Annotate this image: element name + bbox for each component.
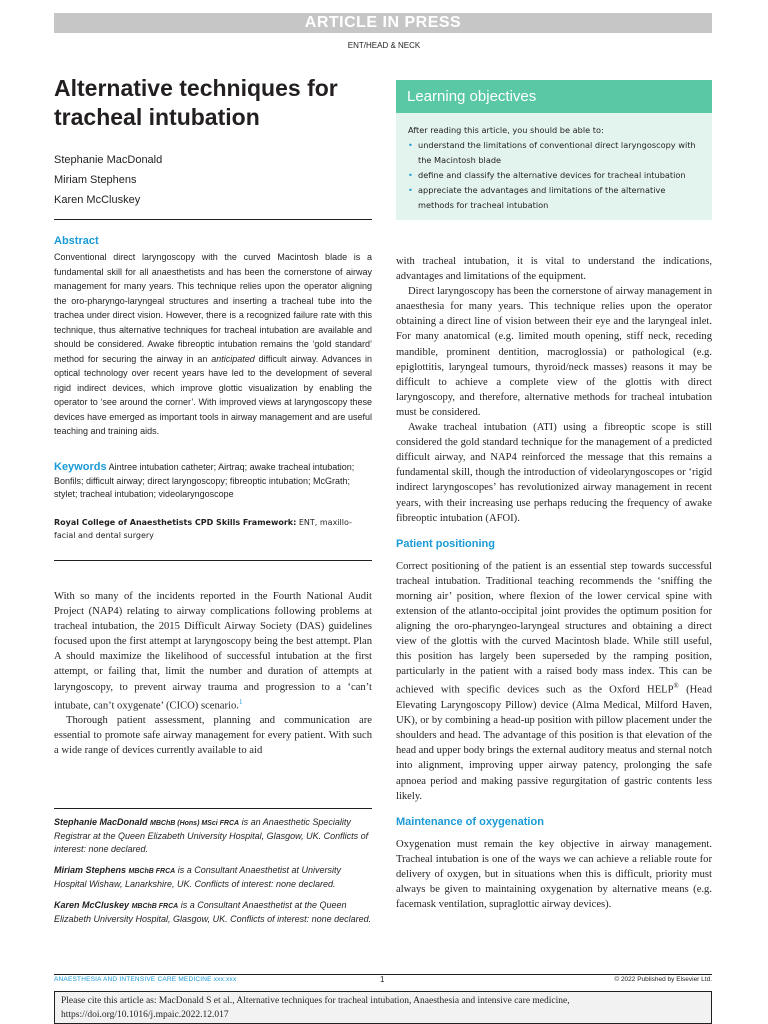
bullet-icon: • — [408, 140, 413, 150]
body-paragraph: With so many of the incidents reported in the Fourth National Audit Project (NAP4) relating to airway complications following problems at tracheal intubation, the 2015 Difficult Airway Society (DAS) guidelines focused upon the first attempt at laryngoscopy being the best attempt. Plan A should maximize the likelihood of successful intubation at the first attempt, or failing that, limit the number and duration of attempts at laryngoscopy, to prevent airway trauma and progression to a ‘can’t intubate, can’t oxygenate’ (CICO) scenario.$^1$ — [54, 591, 372, 712]
article-title: Alternative techniques for tracheal intubation — [54, 75, 338, 130]
body-paragraph: Correct positioning of the patient is an essential step towards successful tracheal intubation. Traditional teaching recommends the ‘sniffing the morning air’ position, where flexion of the lower cervical spine with extension of the atlanto-occipital joint provides the optimum position for aligning the oro-pharyngeo-laryngeal structures and obtaining a direct view of the glottis with the curved Macintosh blade. While still useful, this position has largely been superseded by the ramping position, particularly in the patient with a raised body mass index. This can be achieved with specific devices such as the Oxford HELP® (Head Elevating Laryngoscopy Pillow) device (Alma Medical, Milford Haven, UK), or by combining a head-up position with pillow placement under the shoulders and head. The advantage of this position is that elevation of the head and upper body brings the external auditory meatus and sternal notch into alignment, improving upper airway patency, prolonging the safe apnoea period and making passive regurgitation of gastric contents less likely. — [396, 560, 712, 802]
author-bio: Karen McCluskey MBChB FRCA is a Consultant Anaesthetist at the Queen Elizabeth University Hospital, Glasgow, UK. Conflicts of interest: none declared. — [54, 900, 372, 924]
citation-box[interactable]: Please cite this article as: MacDonald S et al., Alternative techniques for tracheal intubation, Anaesthesia and intensive care medicine, https://doi.org/10.1016/j.mpaic.2022.12.017 — [54, 991, 712, 1024]
section-heading-oxygenation: Maintenance of oxygenation — [396, 815, 544, 828]
author-name: Miriam Stephens — [54, 174, 137, 186]
author-bio: Miriam Stephens MBChB FRCA is a Consultant Anaesthetist at University Hospital Wishaw, Lanarkshire, UK. Conflicts of interest: none declared. — [54, 865, 341, 889]
list-item: • appreciate the advantages and limitations of the alternative methods for tracheal intubation — [408, 185, 666, 210]
divider — [54, 808, 372, 809]
author-bio: Stephanie MacDonald MBChB (Hons) MSci FRCA is an Anaesthetic Speciality Registrar at the Queen Elizabeth University Hospital, Glasgow, UK. Conflicts of interest: none declared. — [54, 817, 369, 854]
author-list — [54, 150, 162, 210]
author-name: Karen McCluskey — [54, 194, 141, 206]
abstract-text: Conventional direct laryngoscopy with the curved Macintosh blade is a fundamental skill for all anaesthetists and has been the cornerstone of airway management for many years. This technique relies upon the operator aligning the oro-pharyngo-laryngeal structures and inserting a tracheal tube into the trachea under direct vision. However, there is a recognized failure rate with this technique, thus alternative techniques for tracheal intubation are available and should be considered. Awake fibreoptic intubation remains the ‘gold standard’ method for securing the airway in an anticipated difficult airway. Advances in optical technology over recent years have led to the development of several rigid indirect devices, which improve glottic visualization by enabling the operator to ‘see around the corner’. With improved views at laryngoscopy these devices have emerged as important tools in airway management and are useful teaching and training aids. — [54, 252, 372, 436]
article-in-press-banner: ARTICLE IN PRESS — [54, 13, 712, 33]
body-left-column — [54, 589, 372, 759]
author-name: Stephanie MacDonald — [54, 154, 163, 166]
learning-objectives-heading: Learning objectives — [396, 80, 712, 113]
body-paragraph: with tracheal intubation, it is vital to understand the indications, advantages and limitations of the equipment. — [396, 256, 712, 283]
body-paragraph: Direct laryngoscopy has been the cornerstone of airway management in anaesthesia for many years. This technique relies upon the operator obtaining a direct line of vision between their eye and the laryngeal inlet. For many anatomical (e.g. limited mouth opening, stiff neck, receding mandible, prominent dentition, macroglossia) or pathological (e.g. epiglottitis, laryngeal tumours, thyroid/neck masses) reasons it may be difficult to achieve a complete view of the glottis with direct laryngoscopy, and therefore, alternative methods for tracheal intubation must be considered. — [396, 286, 712, 418]
learning-objectives-list — [408, 138, 700, 213]
abstract-heading: Abstract — [54, 235, 99, 247]
section-heading-positioning: Patient positioning — [396, 537, 495, 550]
cpd-framework: Royal College of Anaesthetists CPD Skills Framework: ENT, maxillo-facial and dental surgery — [54, 518, 352, 540]
list-item: • define and classify the alternative devices for tracheal intubation — [408, 168, 700, 183]
learning-objectives-box — [396, 80, 712, 220]
footer-copyright: © 2022 Published by Elsevier Ltd. — [614, 976, 712, 983]
bullet-icon: • — [408, 185, 413, 195]
keywords: Keywords Aintree intubation catheter; Airtraq; awake tracheal intubation; Bonfils; difficult airway; direct laryngoscopy; fibreoptic intubation; McGrath; stylet; tracheal intubation; videolaryngoscope — [54, 461, 355, 500]
keywords-label: Keywords — [54, 461, 107, 473]
learning-objectives-intro: After reading this article, you should be able to: — [408, 125, 604, 135]
body-paragraph: Awake tracheal intubation (ATI) using a fibreoptic scope is still considered the gold standard technique for the management of a predicted difficult airway, and NAP4 reinforced the message that this remains a fundamental skill, though the introduction of videolaryngoscopes or ‘rigid indirect laryngoscopes’ has revolutionized airway management in recent years, with their increasing use perhaps reducing the frequency of awake fibreoptic intubation (AFOI). — [396, 422, 712, 524]
divider — [54, 219, 372, 220]
page-number: 1 — [380, 975, 385, 984]
body-right-column — [396, 254, 712, 912]
section-label: ENT/HEAD & NECK — [347, 41, 421, 50]
author-bios — [54, 816, 372, 934]
reference-link[interactable]: 1 — [238, 697, 243, 706]
divider — [54, 560, 372, 561]
list-item: • understand the limitations of conventional direct laryngoscopy with the Macintosh blade — [408, 140, 696, 165]
body-paragraph: Thorough patient assessment, planning and communication are essential to promote safe airway management for every patient. With such a wide range of devices currently available to aid — [54, 715, 372, 757]
footer-journal-name: ANAESTHESIA AND INTENSIVE CARE MEDICINE xxx:xxx — [54, 976, 237, 983]
body-paragraph: Oxygenation must remain the key objective in airway management. Tracheal intubation is one of the ways we can achieve a reliable route for delivery of oxygen, but in situations when this is difficult, priority must always be given to maintaining oxygenation by alternative means (e.g. facemask ventilation, supraglottic airway devices). — [396, 838, 712, 911]
bullet-icon: • — [408, 170, 413, 180]
